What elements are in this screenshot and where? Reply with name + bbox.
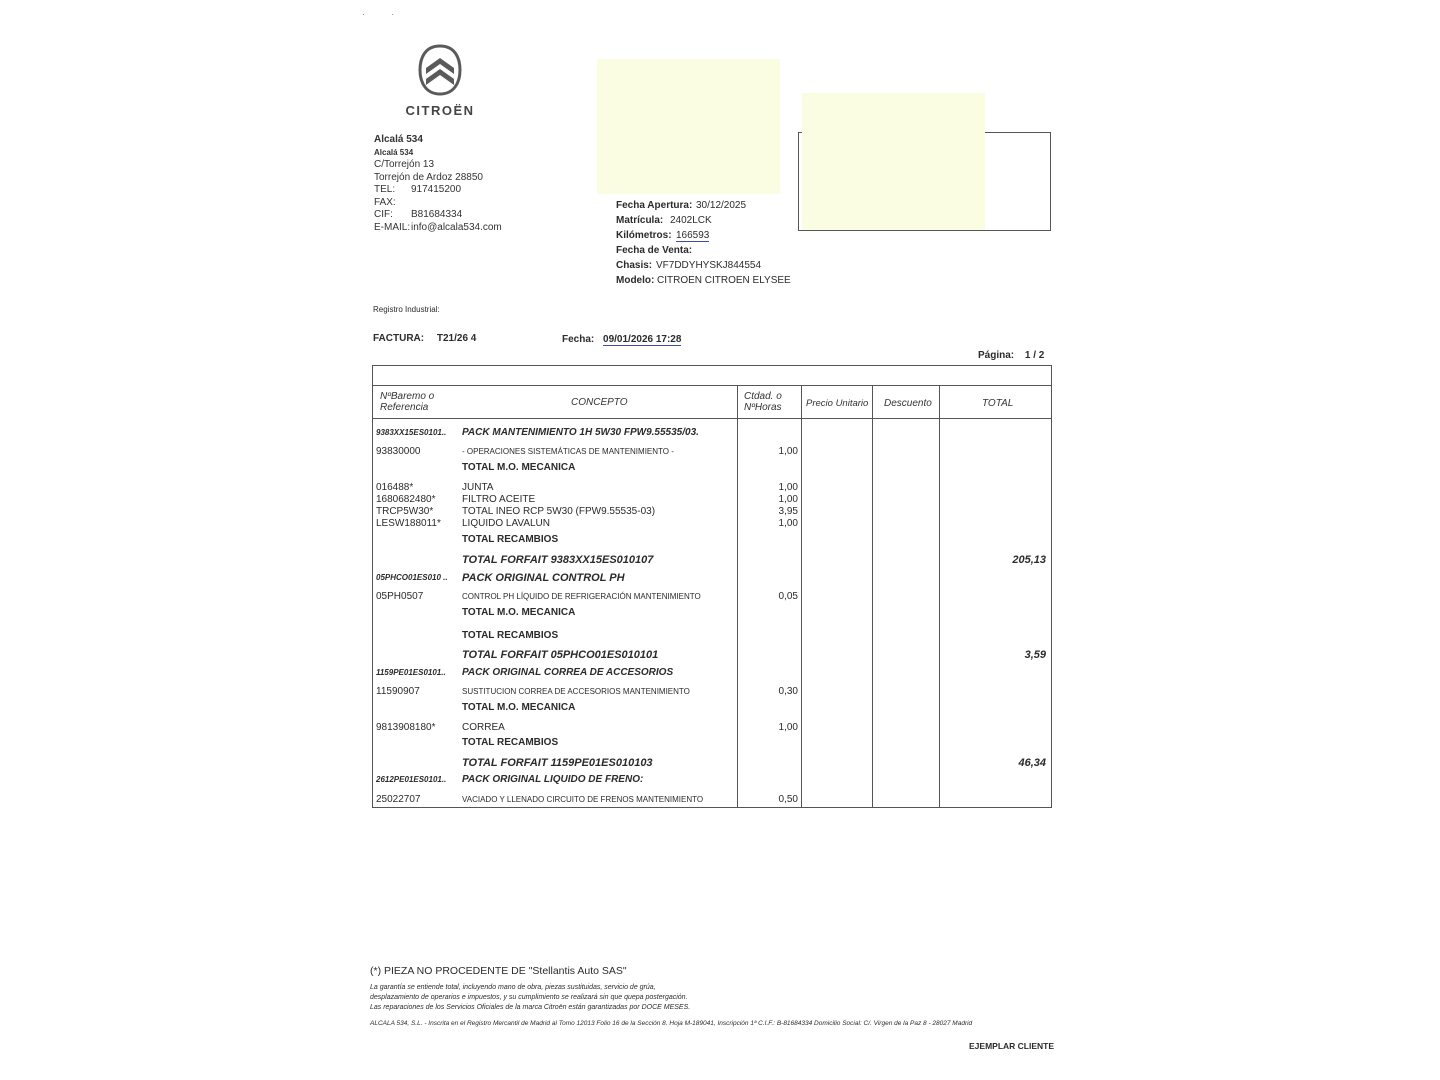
row-concepto: LIQUIDO LAVALUN — [462, 518, 550, 529]
row-ref: 9383XX15ES0101.. — [376, 428, 447, 437]
row-qty: 0,50 — [778, 794, 798, 805]
row-ref: 93830000 — [376, 446, 421, 457]
modelo-value: CITROEN CITROEN ELYSEE — [657, 275, 791, 286]
row-concepto: PACK ORIGINAL CONTROL PH — [462, 572, 625, 584]
dealer-info — [374, 134, 502, 234]
fax-label: FAX: — [374, 196, 396, 208]
header-ref-line2: Referencia — [380, 402, 429, 413]
row-ref: 05PHCO01ES010 .. — [376, 573, 448, 582]
row-qty: 1,00 — [778, 722, 798, 733]
table-divider — [372, 418, 1052, 419]
row-concepto: TOTAL RECAMBIOS — [462, 534, 559, 545]
vehicle-info — [616, 198, 791, 288]
chasis-value: VF7DDYHYSKJ844554 — [656, 260, 762, 271]
row-concepto: VACIADO Y LLENADO CIRCUITO DE FRENOS MANTENIMIENTO — [462, 795, 704, 804]
row-concepto: JUNTA — [462, 482, 494, 493]
row-qty: 1,00 — [778, 482, 798, 493]
citroen-chevrons-icon — [417, 44, 463, 96]
page-number — [978, 350, 1044, 361]
row-qty: 1,00 — [778, 494, 798, 505]
chasis-label: Chasis: — [616, 260, 653, 271]
row-ref: 9813908180* — [376, 722, 436, 733]
brand-name: CITROËN — [405, 103, 475, 118]
dealer-name-small: Alcalá 534 — [374, 147, 414, 157]
table-divider — [372, 385, 1052, 386]
row-ref: 05PH0507 — [376, 591, 424, 602]
scan-marks: · · — [362, 10, 394, 19]
header-ref-line1: NºBaremo o — [380, 391, 435, 402]
row-qty: 3,95 — [778, 506, 798, 517]
apertura-value: 30/12/2025 — [696, 200, 747, 211]
header-ref — [380, 391, 434, 413]
row-concepto: CONTROL PH LÍQUIDO DE REFRIGERACIÓN MANTENIMIENTO — [462, 592, 701, 601]
row-concepto: TOTAL RECAMBIOS — [462, 630, 559, 641]
dealer-city: Torrejón de Ardoz 28850 — [374, 171, 483, 183]
cif-label: CIF: — [374, 209, 393, 220]
garantia-line: desplazamiento de operarios e impuestos, y su cumplimiento se realizará sin que quepa postergación. — [370, 994, 688, 1001]
row-qty: 1,00 — [778, 446, 798, 457]
row-concepto: FILTRO ACEITE — [462, 494, 536, 505]
garantia-line: La garantía se entiende total, incluyendo mano de obra, piezas sustituidas, servicio de grúa, — [370, 984, 656, 991]
redacted-area — [802, 93, 985, 230]
row-concepto: - OPERACIONES SISTEMÁTICAS DE MANTENIMIENTO - — [462, 447, 674, 456]
row-concepto: CORREA — [462, 722, 505, 733]
column-divider — [939, 386, 940, 807]
row-concepto: TOTAL FORFAIT 1159PE01ES010103 — [462, 757, 653, 769]
invoice-date — [562, 334, 681, 345]
ejemplar-label: EJEMPLAR CLIENTE — [969, 1041, 1055, 1051]
row-concepto: PACK ORIGINAL CORREA DE ACCESORIOS — [462, 667, 674, 678]
row-concepto: TOTAL M.O. MECANICA — [462, 607, 576, 618]
row-ref: 1680682480* — [376, 494, 436, 505]
row-concepto: TOTAL FORFAIT 05PHCO01ES010101 — [462, 649, 659, 661]
row-qty: 0,30 — [778, 686, 798, 697]
row-ref: 1159PE01ES0101.. — [376, 668, 446, 677]
row-concepto: TOTAL RECAMBIOS — [462, 737, 559, 748]
legal-text: ALCALA 534, S.L. - Inscrita en el Registro Mercantil de Madrid al Tomo 12013 Folio 16 de la Sección 8. Hoja M-189041, Inscripción 1ª C.I.F.: B-81684334 Domicilio Social: C/. Virgen de la Paz 8 - 28027 Madrid — [370, 1020, 973, 1027]
brand-logo — [405, 44, 475, 118]
dealer-street: C/Torrejón 13 — [374, 159, 435, 170]
row-concepto: TOTAL M.O. MECANICA — [462, 462, 576, 473]
header-cantidad-line1: Ctdad. o — [744, 391, 782, 402]
column-divider — [737, 386, 738, 807]
dealer-name: Alcalá 534 — [374, 134, 423, 145]
factura-label: FACTURA: — [373, 333, 425, 344]
tel-label: TEL: — [374, 184, 396, 195]
invoice-number — [373, 333, 476, 344]
row-ref: 016488* — [376, 482, 414, 493]
pieza-note: (*) PIEZA NO PROCEDENTE DE "Stellantis Auto SAS" — [370, 965, 627, 977]
pagina-value: 1 / 2 — [1024, 350, 1045, 361]
header-cantidad-line2: NºHoras — [744, 402, 782, 413]
matricula-value: 2402LCK — [670, 215, 712, 226]
row-qty: 1,00 — [778, 518, 798, 529]
header-concepto: CONCEPTO — [571, 397, 628, 408]
fecha-label: Fecha: — [562, 334, 595, 345]
garantia-text — [370, 983, 690, 1013]
email-value: info@alcala534.com — [411, 221, 502, 233]
header-total: TOTAL — [982, 398, 1014, 409]
header-precio: Precio Unitario — [806, 398, 869, 409]
garantia-line: Las reparaciones de los Servicios Oficiales de la marca Citroën están garantizadas por DOCE MESES. — [370, 1004, 691, 1011]
fecha-value: 09/01/2026 17:28 — [603, 334, 682, 345]
column-divider — [872, 386, 873, 807]
row-qty: 0,05 — [778, 591, 798, 602]
redacted-area — [597, 59, 780, 194]
row-concepto: PACK MANTENIMIENTO 1H 5W30 FPW9.55535/03. — [462, 427, 699, 438]
header-descuento: Descuento — [884, 398, 932, 409]
matricula-label: Matrícula: — [616, 215, 664, 226]
modelo-label: Modelo: — [616, 275, 655, 286]
factura-value: T21/26 4 — [436, 333, 477, 344]
email-label: E-MAIL: — [374, 221, 411, 233]
row-total: 3,59 — [1024, 649, 1046, 661]
apertura-label: Fecha Apertura: — [616, 200, 693, 211]
cif-value: B81684334 — [411, 209, 463, 220]
pagina-label: Página: — [978, 350, 1015, 361]
row-ref: 2612PE01ES0101.. — [376, 775, 447, 784]
venta-label: Fecha de Venta: — [616, 245, 693, 256]
row-concepto: PACK ORIGINAL LIQUIDO DE FRENO: — [462, 774, 644, 785]
tel-value: 917415200 — [411, 184, 462, 195]
km-label: Kilómetros: — [616, 230, 672, 241]
km-value: 166593 — [676, 230, 710, 241]
row-total: 46,34 — [1018, 757, 1046, 769]
row-ref: 11590907 — [376, 686, 420, 697]
row-ref: LESW188011* — [376, 518, 441, 529]
row-concepto: TOTAL M.O. MECANICA — [462, 702, 576, 713]
row-ref: 25022707 — [376, 794, 421, 805]
row-total: 205,13 — [1012, 554, 1046, 566]
row-concepto: TOTAL INEO RCP 5W30 (FPW9.55535-03) — [462, 506, 656, 517]
row-concepto: TOTAL FORFAIT 9383XX15ES010107 — [462, 554, 654, 566]
row-ref: TRCP5W30* — [376, 506, 434, 517]
registro-industrial: Registro Industrial: — [373, 305, 440, 314]
header-cantidad — [744, 391, 782, 413]
column-divider — [801, 386, 802, 807]
row-concepto: SUSTITUCION CORREA DE ACCESORIOS MANTENIMIENTO — [462, 687, 690, 696]
